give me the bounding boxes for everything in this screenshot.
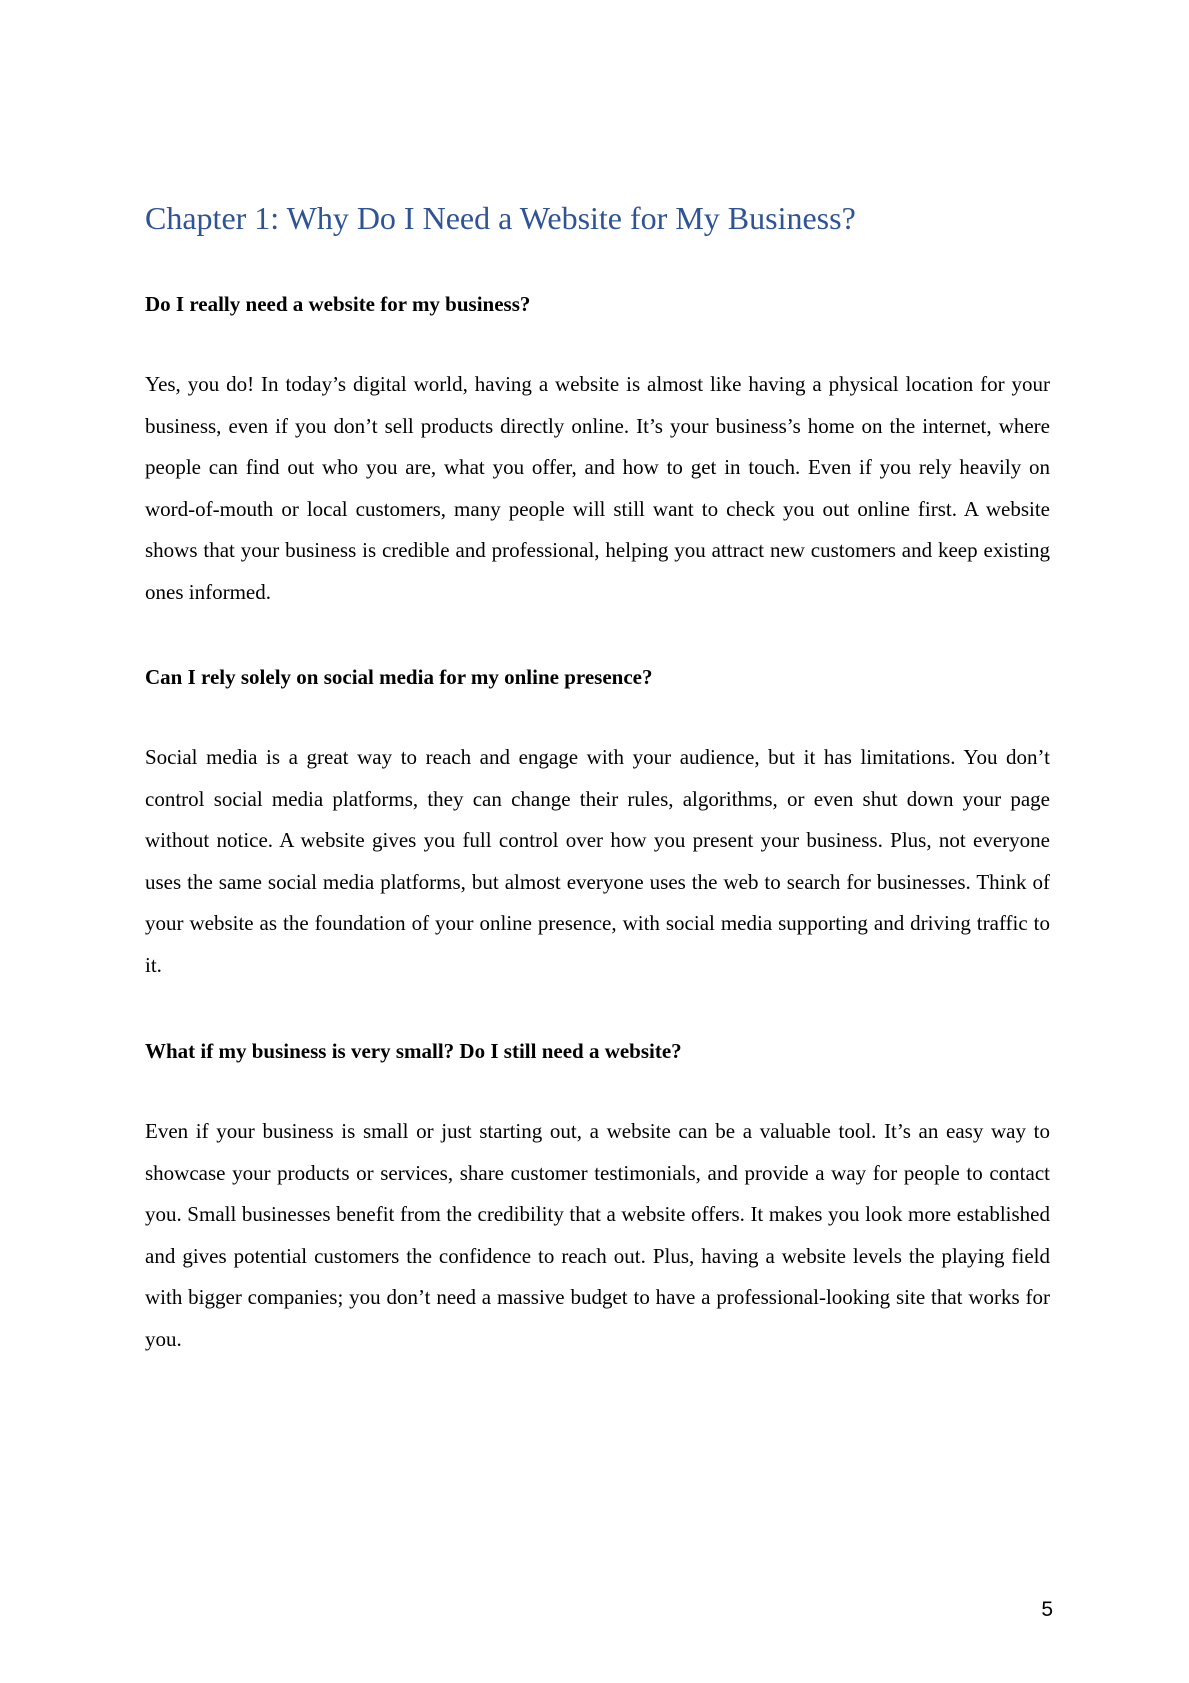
section-heading-3: What if my business is very small? Do I still need a website? xyxy=(145,1039,682,1063)
section-paragraph-3: Even if your business is small or just starting out, a website can be a valuable tool. It’s an easy way to showcase your products or services, share customer testimonials, and provide a way for people to contact you. Small businesses benefit from the credibility that a website offers. It makes you look more established and gives potential customers the confidence to reach out. Plus, having a website levels the playing field with bigger companies; you don’t need a massive budget to have a professional-looking site that works for you. xyxy=(145,1119,1050,1351)
section-paragraph-1: Yes, you do! In today’s digital world, having a website is almost like having a physical location for your business, even if you don’t sell products directly online. It’s your business’s home on the internet, where people can find out who you are, what you offer, and how to get in touch. Even if you rely heavily on word-of-mouth or local customers, many people will still want to check you out online first. A website shows that your business is credible and professional, helping you attract new customers and keep existing ones informed. xyxy=(145,372,1050,604)
section-heading-1: Do I really need a website for my business? xyxy=(145,292,531,316)
section-heading-2: Can I rely solely on social media for my online presence? xyxy=(145,665,653,689)
page-number: 5 xyxy=(1041,1598,1053,1621)
page-content xyxy=(145,196,1050,1351)
chapter-title: Chapter 1: Why Do I Need a Website for My Business? xyxy=(145,200,856,236)
section-paragraph-2: Social media is a great way to reach and engage with your audience, but it has limitations. You don’t control social media platforms, they can change their rules, algorithms, or even shut down your page without notice. A website gives you full control over how you present your business. Plus, not everyone uses the same social media platforms, but almost everyone uses the web to search for businesses. Think of your website as the foundation of your online presence, with social media supporting and driving traffic to it. xyxy=(145,745,1050,977)
